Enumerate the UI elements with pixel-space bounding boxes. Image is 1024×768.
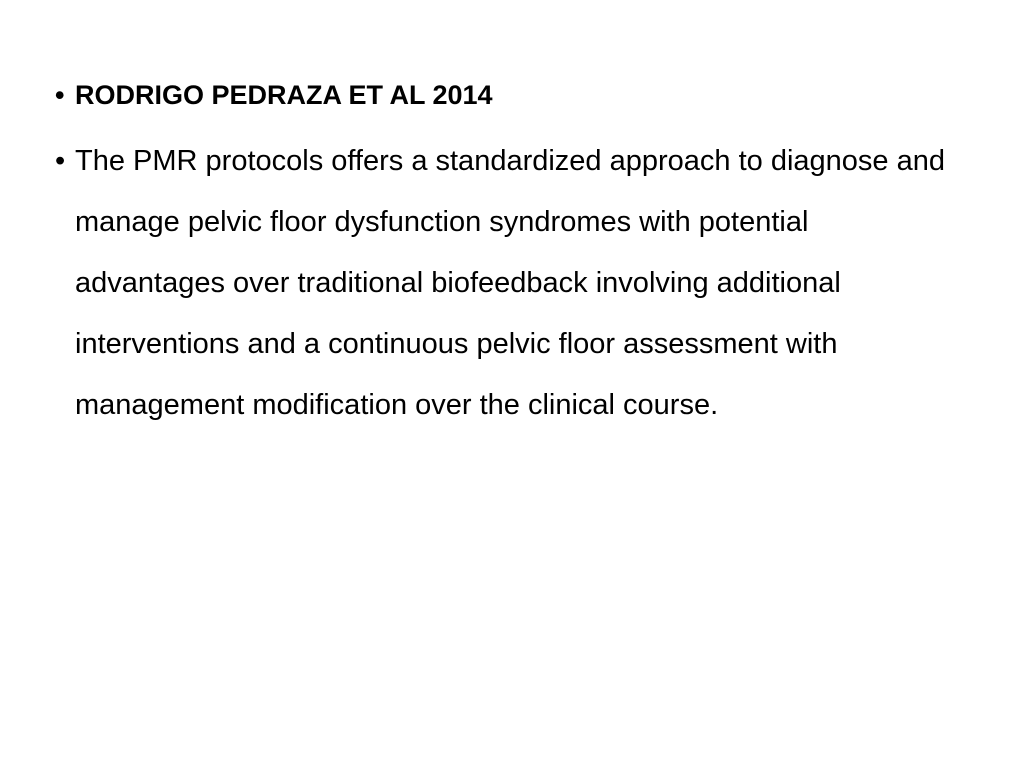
citation-heading: RODRIGO PEDRAZA ET AL 2014 — [75, 80, 493, 110]
bullet-list — [55, 70, 955, 436]
bullet-marker: • — [55, 145, 66, 177]
summary-text: The PMR protocols offers a standardized approach to diagnose and manage pelvic floor dysfunction syndromes with potential advantages over traditional biofeedback involving additional interventions and a continuous pelvic floor assessment with management modification over the clinical course. — [75, 145, 945, 421]
bullet-item-summary — [55, 131, 955, 436]
bullet-item-citation — [55, 70, 955, 120]
bullet-marker: • — [55, 80, 65, 110]
